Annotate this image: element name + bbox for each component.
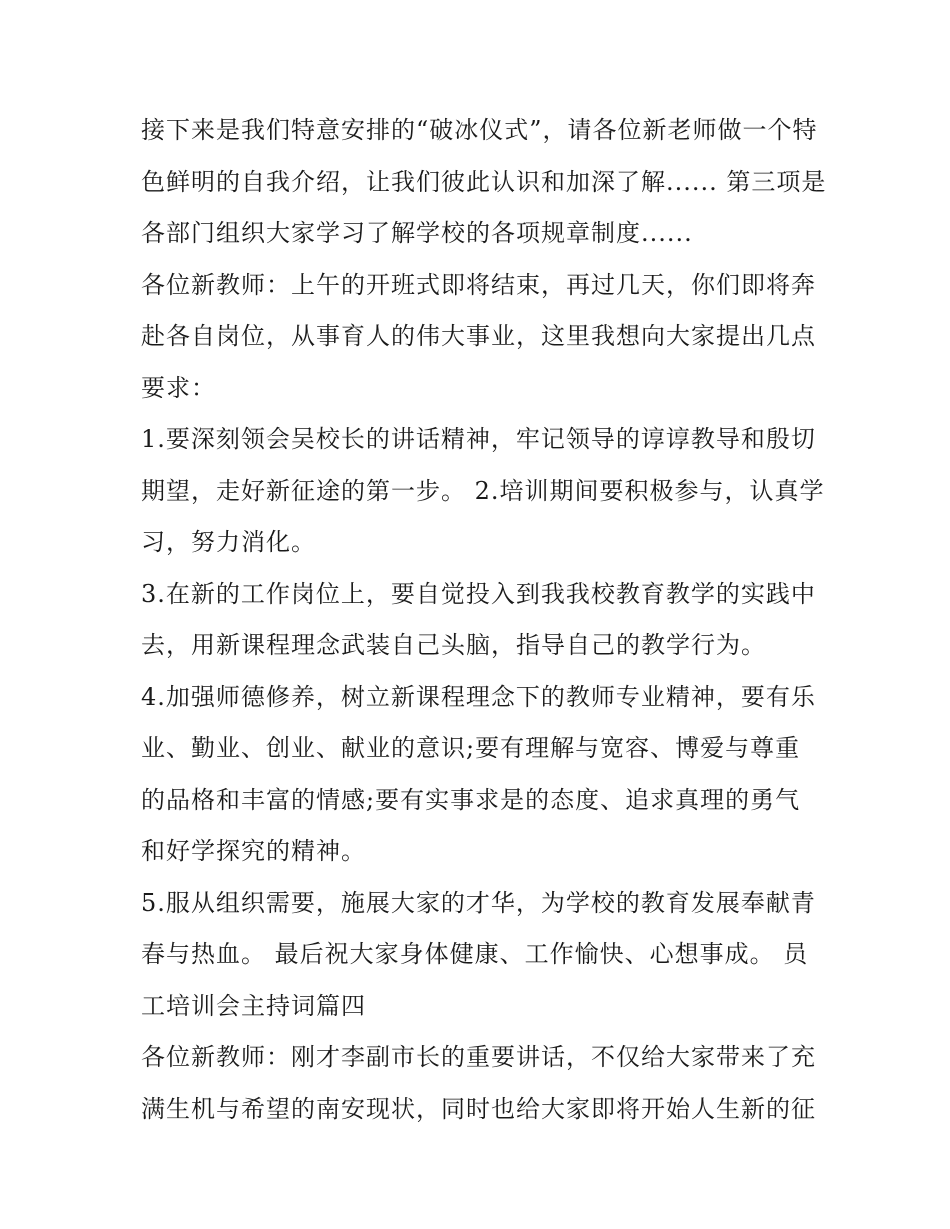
text-line: 业、勤业、创业、献业的意识;要有理解与宽容、博爱与尊重: [141, 734, 801, 762]
text-line: 工培训会主持词篇四: [141, 991, 366, 1020]
paragraph-requirement-1-2: [141, 414, 825, 569]
text-line: 要求：: [141, 373, 216, 402]
text-line: 各位新教师：上午的开班式即将结束，再过几天，你们即将奔: [141, 270, 816, 299]
text-line: 各位新教师：刚才李副市长的重要讲话，不仅给大家带来了充: [141, 1043, 816, 1071]
paragraph-requirement-5: [141, 878, 816, 1033]
text-line: 5.服从组织需要，施展大家的才华，为学校的教育发展奉献青: [141, 888, 816, 917]
text-line: 去，用新课程理念武装自己头脑，指导自己的教学行为。: [141, 631, 766, 659]
paragraph-requirement-3: [141, 569, 816, 672]
paragraph-address-intro: [141, 260, 816, 415]
paragraph-closing-address: [141, 1032, 816, 1135]
text-line: 各部门组织大家学习了解学校的各项规章制度......: [141, 219, 693, 247]
paragraph-requirement-4: [141, 672, 816, 878]
text-line: 色鲜明的自我介绍，让我们彼此认识和加深了解...... 第三项是: [141, 167, 827, 196]
text-line: 习，努力消化。: [141, 528, 316, 556]
text-line: 期望，走好新征途的第一步。 2.培训期间要积极参与，认真学: [141, 476, 825, 505]
text-line: 4.加强师德修养，树立新课程理念下的教师专业精神，要有乐: [141, 682, 816, 711]
text-line: 满生机与希望的南安现状，同时也给大家即将开始人生新的征: [141, 1094, 816, 1123]
text-line: 春与热血。 最后祝大家身体健康、工作愉快、心想事成。 员: [141, 940, 809, 968]
text-line: 和好学探究的精神。: [141, 837, 366, 865]
text-line: 接下来是我们特意安排的“破冰仪式”，请各位新老师做一个特: [141, 116, 818, 144]
text-line: 赴各自岗位，从事育人的伟大事业，这里我想向大家提出几点: [141, 322, 816, 350]
text-line: 1.要深刻领会吴校长的讲话精神，牢记领导的谆谆教导和殷切: [141, 425, 816, 453]
text-line: 3.在新的工作岗位上，要自觉投入到我我校教育教学的实践中: [141, 579, 816, 608]
paragraph-icebreaker: [141, 105, 827, 260]
document-body: [141, 105, 827, 1135]
text-line: 的品格和丰富的情感;要有实事求是的态度、追求真理的勇气: [141, 785, 801, 814]
